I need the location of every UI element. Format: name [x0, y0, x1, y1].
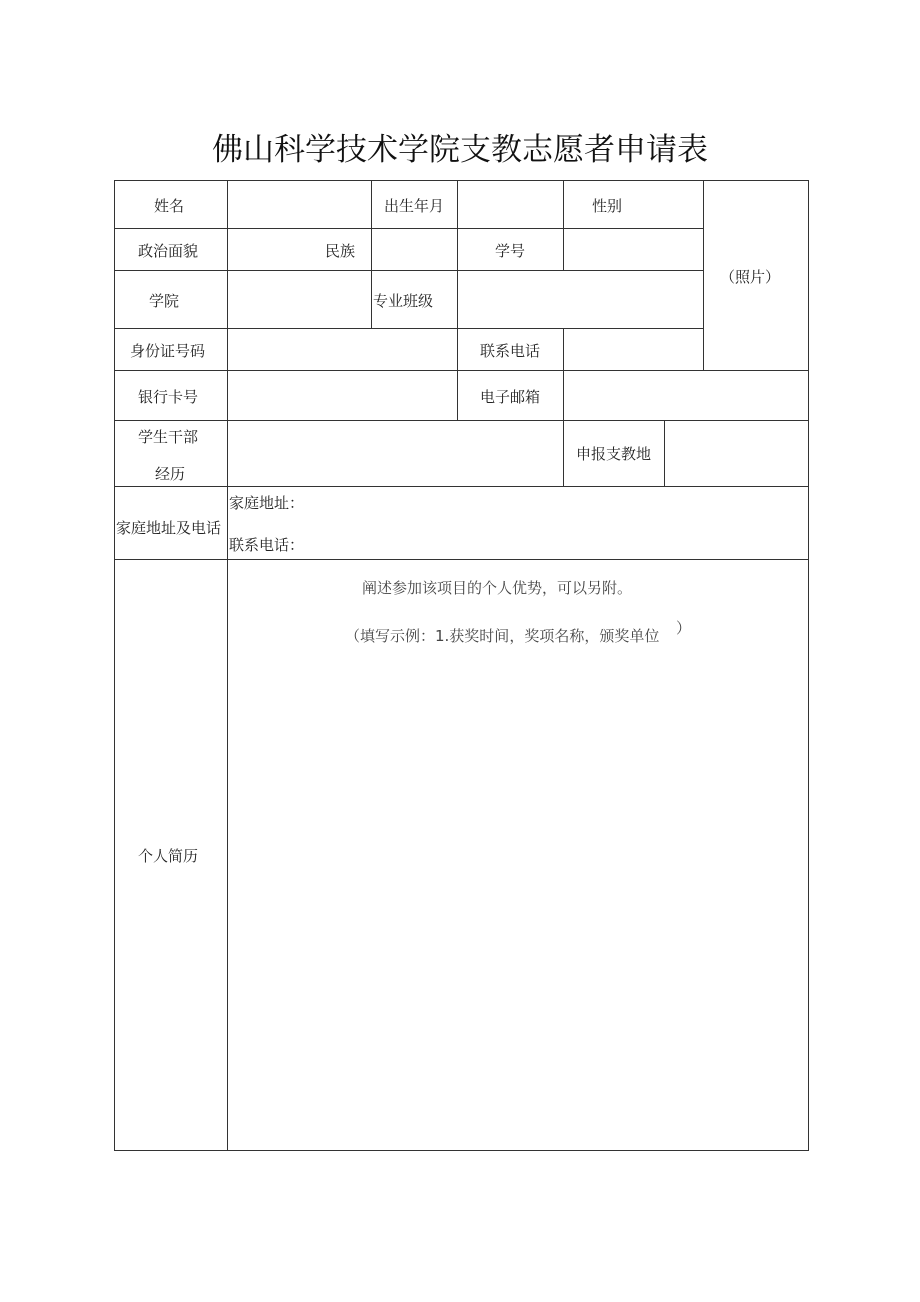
- cadre-label-line2: 经历: [155, 465, 186, 483]
- name-field[interactable]: [228, 181, 371, 228]
- birth-date-label: 出生年月: [384, 197, 445, 215]
- major-class-field[interactable]: [458, 271, 703, 328]
- id-number-field[interactable]: [228, 329, 457, 370]
- gender-field[interactable]: [564, 181, 703, 228]
- student-id-label: 学号: [495, 242, 526, 260]
- row-divider-6: [114, 486, 809, 487]
- phone-field[interactable]: [564, 329, 703, 370]
- home-address-field[interactable]: [305, 489, 805, 517]
- name-label: 姓名: [154, 197, 185, 215]
- cadre-label-line1: 学生干部: [138, 428, 199, 446]
- major-class-label: 专业班级: [373, 292, 434, 310]
- bank-card-field[interactable]: [228, 371, 457, 420]
- home-label: 家庭地址及电话: [116, 519, 222, 537]
- birth-date-field[interactable]: [458, 181, 563, 228]
- resume-field[interactable]: [228, 560, 808, 1150]
- resume-hint-close: ）: [676, 619, 692, 637]
- home-phone-field[interactable]: [305, 530, 805, 557]
- bank-card-label: 银行卡号: [138, 388, 199, 406]
- home-address-label: 家庭地址：: [229, 494, 305, 512]
- political-status-field[interactable]: [228, 229, 313, 270]
- resume-hint-line2: （填写示例：1.获奖时间，奖项名称，颁奖单位: [345, 627, 660, 645]
- table-border-right: [808, 180, 809, 1151]
- ethnicity-field[interactable]: [372, 229, 457, 270]
- email-field[interactable]: [564, 371, 808, 420]
- college-field[interactable]: [228, 271, 371, 328]
- cadre-experience-field[interactable]: [228, 421, 563, 486]
- gender-label: 性别: [592, 197, 623, 215]
- college-label: 学院: [149, 292, 180, 310]
- student-id-field[interactable]: [564, 229, 703, 270]
- id-number-label: 身份证号码: [130, 342, 206, 360]
- home-phone-label: 联系电话：: [229, 536, 305, 554]
- political-status-label: 政治面貌: [138, 242, 199, 260]
- phone-label: 联系电话: [480, 342, 541, 360]
- table-border-bottom: [114, 1150, 809, 1151]
- email-label: 电子邮箱: [480, 388, 541, 406]
- destination-label: 申报支教地: [576, 445, 652, 463]
- ethnicity-label: 民族: [325, 242, 356, 260]
- resume-label: 个人简历: [138, 847, 199, 865]
- destination-field[interactable]: [665, 421, 808, 486]
- resume-hint-line1: 阐述参加该项目的个人优势，可以另附。: [362, 579, 633, 597]
- page-title: 佛山科学技术学院支教志愿者申请表: [212, 132, 708, 168]
- photo-label: （照片）: [720, 268, 781, 286]
- table-border-left: [114, 180, 115, 1151]
